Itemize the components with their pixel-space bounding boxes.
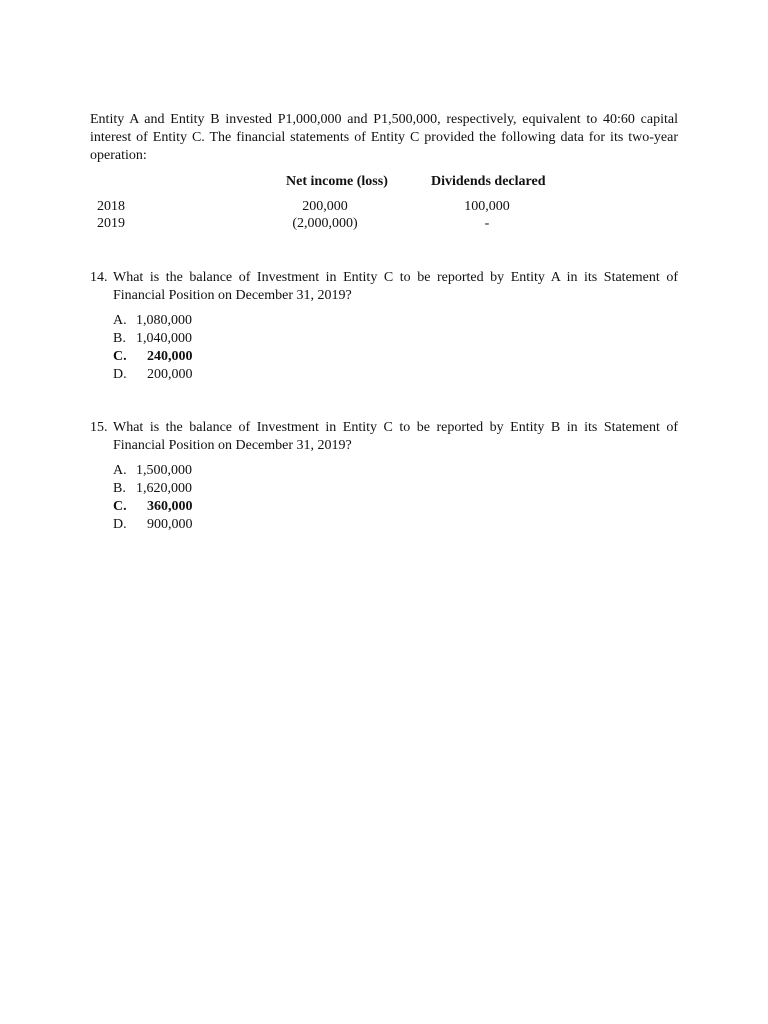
choice-value: 900,000 <box>147 517 193 532</box>
question-15 <box>90 419 678 455</box>
choice-letter: B. <box>113 331 126 346</box>
table-row <box>0 198 768 216</box>
choice-value: 200,000 <box>147 367 193 382</box>
row-dividends: 100,000 <box>464 199 510 214</box>
question-14 <box>90 269 678 305</box>
choice-value: 1,500,000 <box>136 463 192 478</box>
choices-14 <box>113 312 313 384</box>
table-row <box>0 215 768 233</box>
choices-15 <box>113 462 313 534</box>
choice-d <box>113 516 313 534</box>
choice-d <box>113 366 313 384</box>
row-net-income: 200,000 <box>302 199 348 214</box>
choice-value: 1,040,000 <box>136 331 192 346</box>
intro-paragraph: Entity A and Entity B invested P1,000,000 and P1,500,000, respectively, equivalent to 40:60 capital interest of Entity C. The financial statements of Entity C provided the following data for its two-year operation: <box>90 112 678 163</box>
question-number: 14. <box>90 270 108 285</box>
choice-c <box>113 348 313 366</box>
row-year: 2018 <box>97 199 125 214</box>
header-net-income: Net income (loss) <box>286 174 388 189</box>
choice-letter: D. <box>113 367 127 382</box>
choice-letter: C. <box>113 499 127 514</box>
choice-letter: C. <box>113 349 127 364</box>
choice-b <box>113 480 313 498</box>
row-year: 2019 <box>97 216 125 231</box>
choice-value: 1,620,000 <box>136 481 192 496</box>
question-number: 15. <box>90 420 108 435</box>
choice-letter: B. <box>113 481 126 496</box>
question-text: What is the balance of Investment in Entity C to be reported by Entity A in its Statement of Financial Position on December 31, 2019? <box>113 270 678 303</box>
choice-b <box>113 330 313 348</box>
choice-a <box>113 312 313 330</box>
choice-letter: D. <box>113 517 127 532</box>
row-net-income: (2,000,000) <box>292 216 358 231</box>
choice-letter: A. <box>113 313 127 328</box>
row-dividends: - <box>484 216 490 231</box>
choice-value: 1,080,000 <box>136 313 192 328</box>
choice-a <box>113 462 313 480</box>
choice-value: 360,000 <box>147 499 193 514</box>
choice-value: 240,000 <box>147 349 193 364</box>
question-text: What is the balance of Investment in Entity C to be reported by Entity B in its Statement of Financial Position on December 31, 2019? <box>113 420 678 453</box>
choice-c <box>113 498 313 516</box>
choice-letter: A. <box>113 463 127 478</box>
header-dividends: Dividends declared <box>431 174 546 189</box>
